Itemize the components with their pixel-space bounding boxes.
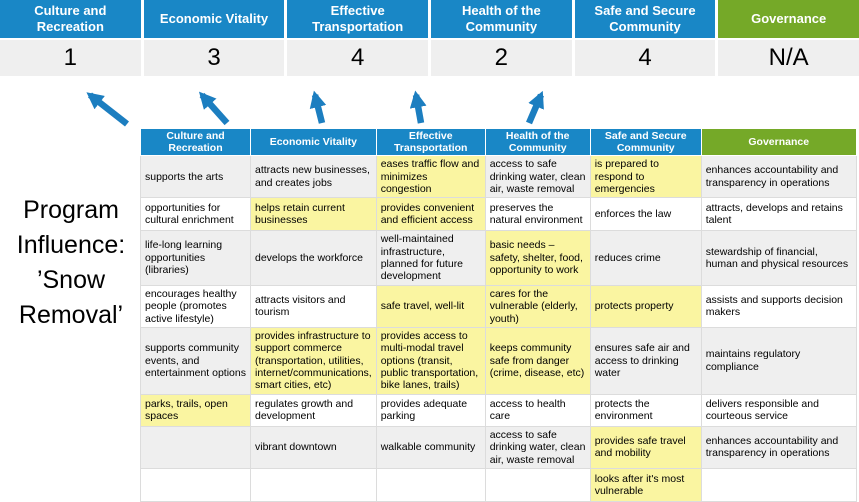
matrix-cell: regulates growth and development (251, 394, 377, 426)
score-governance: N/A (718, 40, 859, 76)
influence-matrix (140, 128, 857, 502)
up-arrow-icon (416, 95, 421, 123)
scoreboard-header-economic-vitality: Economic Vitality (144, 0, 285, 38)
matrix-cell-highlighted: provides access to multi-modal travel options (transit, public transportation, bike lanes, trails) (376, 327, 485, 394)
matrix-cell (251, 468, 377, 501)
matrix-cell: ensures safe air and access to drinking water (590, 327, 701, 394)
matrix-cell: walkable community (376, 426, 485, 468)
matrix-row (141, 156, 857, 198)
up-arrow-icon (529, 95, 541, 123)
matrix-cell: attracts new businesses, and creates jobs (251, 156, 377, 198)
score-safe-and-secure-community: 4 (575, 40, 716, 76)
matrix-cell-highlighted: provides infrastructure to support commerce (transportation, utilities, internet/communications, smart cities, etc) (251, 327, 377, 394)
matrix-cell: access to health care (485, 394, 590, 426)
matrix-header-effective-transportation: Effective Transportation (376, 129, 485, 156)
matrix-row (141, 468, 857, 501)
matrix-cell: develops the workforce (251, 231, 377, 286)
matrix-header-culture-and-recreation: Culture and Recreation (141, 129, 251, 156)
matrix-cell: supports community events, and entertainment options (141, 327, 251, 394)
matrix-cell (485, 468, 590, 501)
matrix-cell: reduces crime (590, 231, 701, 286)
up-arrow-icon (90, 95, 127, 124)
matrix-cell: opportunities for cultural enrichment (141, 198, 251, 231)
score-economic-vitality: 3 (144, 40, 285, 76)
matrix-cell: access to safe drinking water, clean air, waste removal (485, 156, 590, 198)
matrix-cell (141, 468, 251, 501)
matrix-row (141, 231, 857, 286)
matrix-cell-highlighted: parks, trails, open spaces (141, 394, 251, 426)
matrix-cell-highlighted: keeps community safe from danger (crime, disease, etc) (485, 327, 590, 394)
matrix-header-economic-vitality: Economic Vitality (251, 129, 377, 156)
scoreboard-header-effective-transportation: Effective Transportation (287, 0, 428, 38)
matrix-cell-highlighted: is prepared to respond to emergencies (590, 156, 701, 198)
matrix-cell-highlighted: looks after it's most vulnerable (590, 468, 701, 501)
influence-arrows (0, 80, 700, 132)
matrix-cell: preserves the natural environment (485, 198, 590, 231)
matrix-cell: protects the environment (590, 394, 701, 426)
matrix-cell-highlighted: safe travel, well-lit (376, 285, 485, 327)
matrix-cell: maintains regulatory compliance (701, 327, 856, 394)
matrix-cell (701, 468, 856, 501)
score-health-of-the-community: 2 (431, 40, 572, 76)
matrix-cell: supports the arts (141, 156, 251, 198)
up-arrow-icon (202, 95, 227, 123)
scoreboard-header-culture-and-recreation: Culture and Recreation (0, 0, 141, 38)
matrix-cell-highlighted: cares for the vulnerable (elderly, youth) (485, 285, 590, 327)
matrix-cell: vibrant downtown (251, 426, 377, 468)
matrix-cell: attracts visitors and tourism (251, 285, 377, 327)
score-effective-transportation: 4 (287, 40, 428, 76)
matrix-header-safe-and-secure-community: Safe and Secure Community (590, 129, 701, 156)
matrix-cell-highlighted: eases traffic flow and minimizes congestion (376, 156, 485, 198)
matrix-cell: life-long learning opportunities (libraries) (141, 231, 251, 286)
matrix-cell: assists and supports decision makers (701, 285, 856, 327)
scoreboard-header-health-of-the-community: Health of the Community (431, 0, 572, 38)
matrix-cell-highlighted: helps retain current businesses (251, 198, 377, 231)
matrix-cell (141, 426, 251, 468)
matrix-cell: enforces the law (590, 198, 701, 231)
matrix-cell: delivers responsible and courteous service (701, 394, 856, 426)
matrix-cell-highlighted: protects property (590, 285, 701, 327)
program-influence-label: Program Influence: ’Snow Removal’ (16, 196, 126, 329)
matrix-cell: provides adequate parking (376, 394, 485, 426)
influence-matrix-wrap (140, 128, 857, 502)
scoreboard-header-safe-and-secure-community: Safe and Secure Community (575, 0, 716, 38)
score-culture-and-recreation: 1 (0, 40, 141, 76)
scoreboard-header-governance: Governance (718, 0, 859, 38)
matrix-cell: attracts, develops and retains talent (701, 198, 856, 231)
matrix-cell-highlighted: provides safe travel and mobility (590, 426, 701, 468)
matrix-header-governance: Governance (701, 129, 856, 156)
matrix-cell: stewardship of financial, human and physical resources (701, 231, 856, 286)
matrix-cell-highlighted: provides convenient and efficient access (376, 198, 485, 231)
matrix-row (141, 394, 857, 426)
matrix-row (141, 327, 857, 394)
matrix-cell: enhances accountability and transparency in operations (701, 426, 856, 468)
matrix-row (141, 426, 857, 468)
up-arrow-icon (315, 95, 322, 123)
matrix-row (141, 198, 857, 231)
matrix-cell: access to safe drinking water, clean air, waste removal (485, 426, 590, 468)
matrix-cell: encourages healthy people (promotes active lifestyle) (141, 285, 251, 327)
matrix-cell: well-maintained infrastructure, planned for future development (376, 231, 485, 286)
scoreboard (0, 0, 859, 76)
matrix-cell-highlighted: basic needs – safety, shelter, food, opportunity to work (485, 231, 590, 286)
matrix-header-health-of-the-community: Health of the Community (485, 129, 590, 156)
matrix-cell: enhances accountability and transparency in operations (701, 156, 856, 198)
matrix-row (141, 285, 857, 327)
matrix-cell (376, 468, 485, 501)
